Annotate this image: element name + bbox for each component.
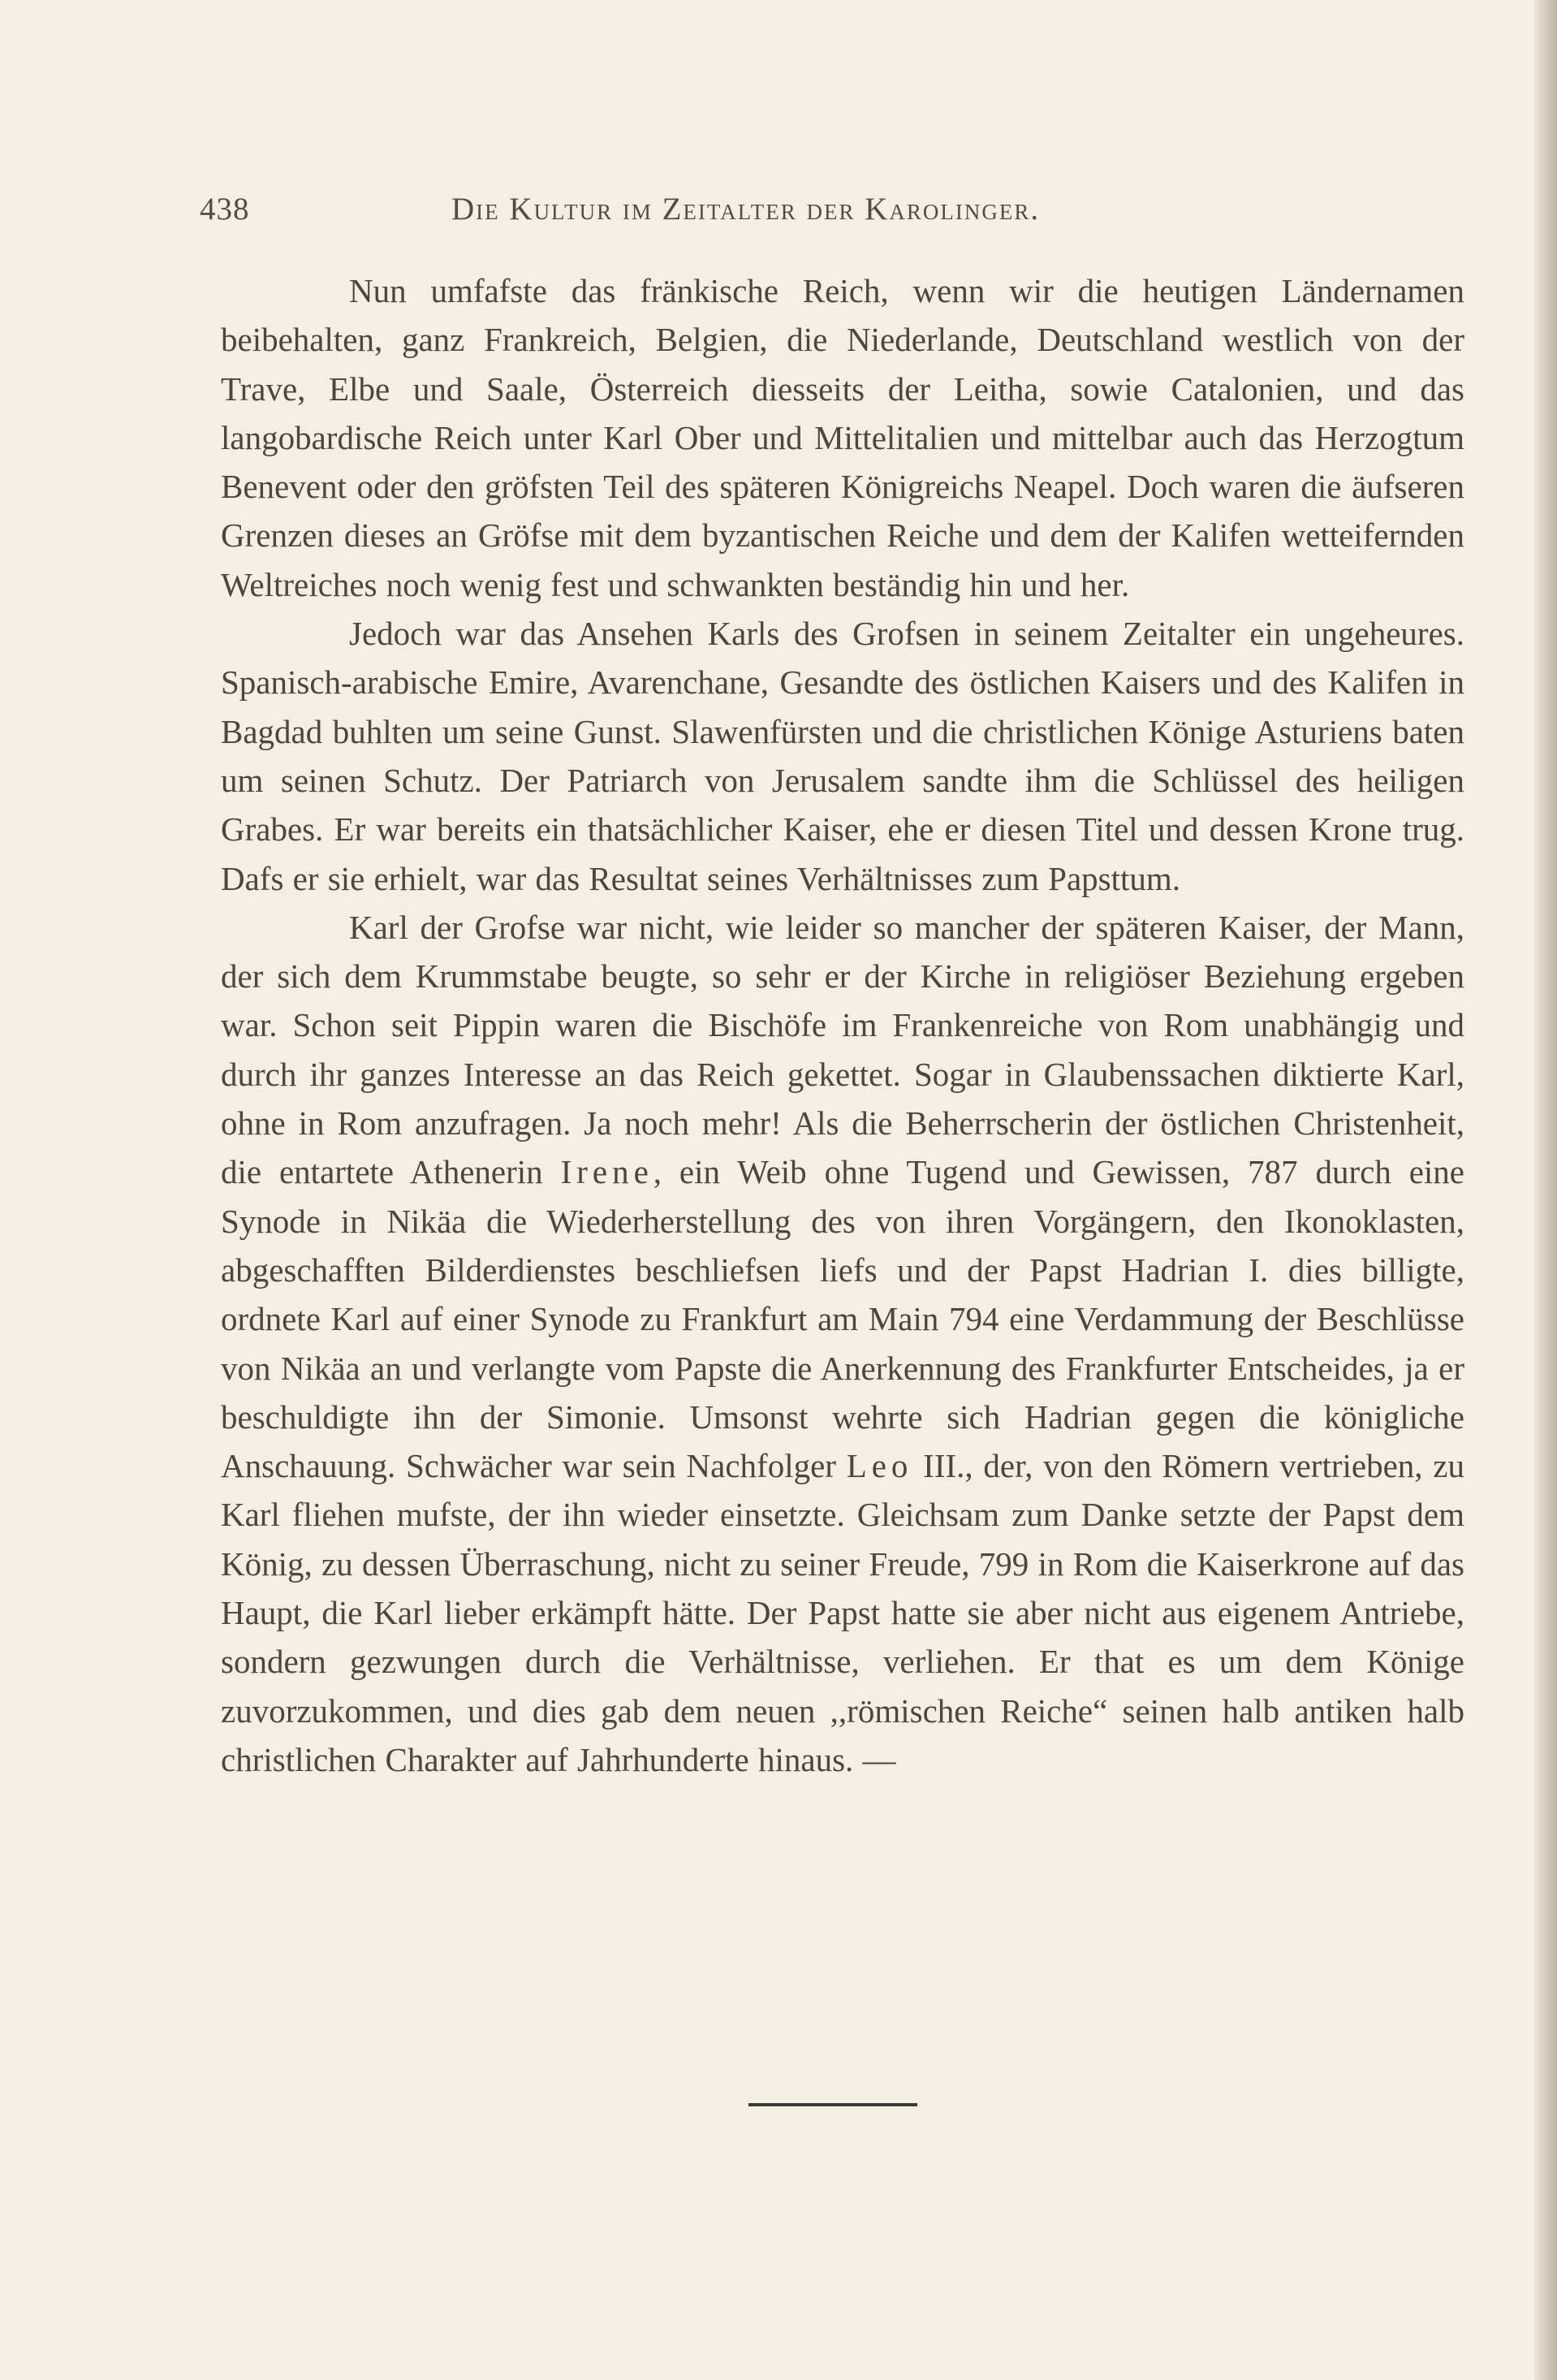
page-edge-shadow xyxy=(1534,0,1557,2380)
body-text xyxy=(221,266,1464,1784)
name-irene: Irene xyxy=(560,1153,653,1191)
section-end-rule xyxy=(748,2103,917,2106)
paragraph-2: Jedoch war das Ansehen Karls des Grofsen in seinem Zeitalter ein ungeheures. Spanisch-arabische Emire, Avarenchane, Gesandte des östlichen Kaisers und des Kalifen in Bagdad buhlten um seine Gunst. Slawenfürsten und die christlichen Könige Asturiens baten um seinen Schutz. Der Patriarch von Jerusalem sandte ihm die Schlüssel des heiligen Grabes. Er war bereits ein thatsächlicher Kaiser, ehe er diesen Titel und dessen Krone trug. Dafs er sie erhielt, war das Resultat seines Verhältnisses zum Papsttum. xyxy=(221,615,1464,897)
paragraph-3-part-3: III., der, von den Römern vertrieben, zu Karl fliehen mufste, der ihn wieder einsetzte. Gleichsam zum Danke setzte der Papst dem König, zu dessen Überraschung, nicht zu seiner Freude, 799 in Rom die Kaiserkrone auf das Haupt, die Karl lieber erkämpft hätte. Der Papst hatte sie aber nicht aus eigenem Antriebe, sondern gezwungen durch die Verhältnisse, verliehen. Er that es um dem Könige zuvorzukommen, und dies gab dem neuen ,,römischen Reiche“ seinen halb antiken halb christlichen Charakter auf Jahrhunderte hinaus. — xyxy=(221,1447,1464,1778)
page-number: 438 xyxy=(200,192,250,227)
paragraph-3 xyxy=(221,903,1464,1784)
name-leo: Leo xyxy=(846,1447,913,1485)
paragraph-3-part-1: Karl der Grofse war nicht, wie leider so mancher der späteren Kaiser, der Mann, der sich dem Krummstabe beugte, so sehr er der Kirche in religiöser Beziehung ergeben war. Schon seit Pippin waren die Bischöfe im Frankenreiche von Rom unabhängig und durch ihr ganzes Interesse an das Reich gekettet. Sogar in Glaubenssachen diktierte Karl, ohne in Rom anzufragen. Ja noch mehr! Als die Beherrscherin der östlichen Christenheit, die entartete Athenerin xyxy=(221,908,1464,1191)
running-header xyxy=(200,185,1336,234)
paragraph-3-part-2: , ein Weib ohne Tugend und Gewissen, 787 durch eine Synode in Nikäa die Wiederherstellung des von ihren Vorgängern, den Ikonoklasten, abgeschafften Bilderdienstes beschliefsen liefs und der Papst Hadrian I. dies billigte, ordnete Karl auf einer Synode zu Frankfurt am Main 794 eine Verdammung der Beschlüsse von Nikäa an und verlangte vom Papste die Anerkennung des Frankfurter Entscheides, ja er beschuldigte ihn der Simonie. Umsonst wehrte sich Hadrian gegen die königliche Anschauung. Schwächer war sein Nachfolger xyxy=(221,1153,1464,1485)
paragraph-1: Nun umfafste das fränkische Reich, wenn wir die heutigen Ländernamen beibehalten, ganz Frankreich, Belgien, die Niederlande, Deutschland westlich von der Trave, Elbe und Saale, Österreich diesseits der Leitha, sowie Catalonien, und das langobardische Reich unter Karl Ober und Mittelitalien und mittelbar auch das Herzogtum Benevent oder den gröfsten Teil des späteren Königreichs Neapel. Doch waren die äufseren Grenzen dieses an Gröfse mit dem byzantischen Reiche und dem der Kalifen wetteifernden Weltreiches noch wenig fest und schwankten beständig hin und her. xyxy=(221,272,1464,603)
running-title: Die Kultur im Zeitalter der Karolinger. xyxy=(451,192,1041,227)
